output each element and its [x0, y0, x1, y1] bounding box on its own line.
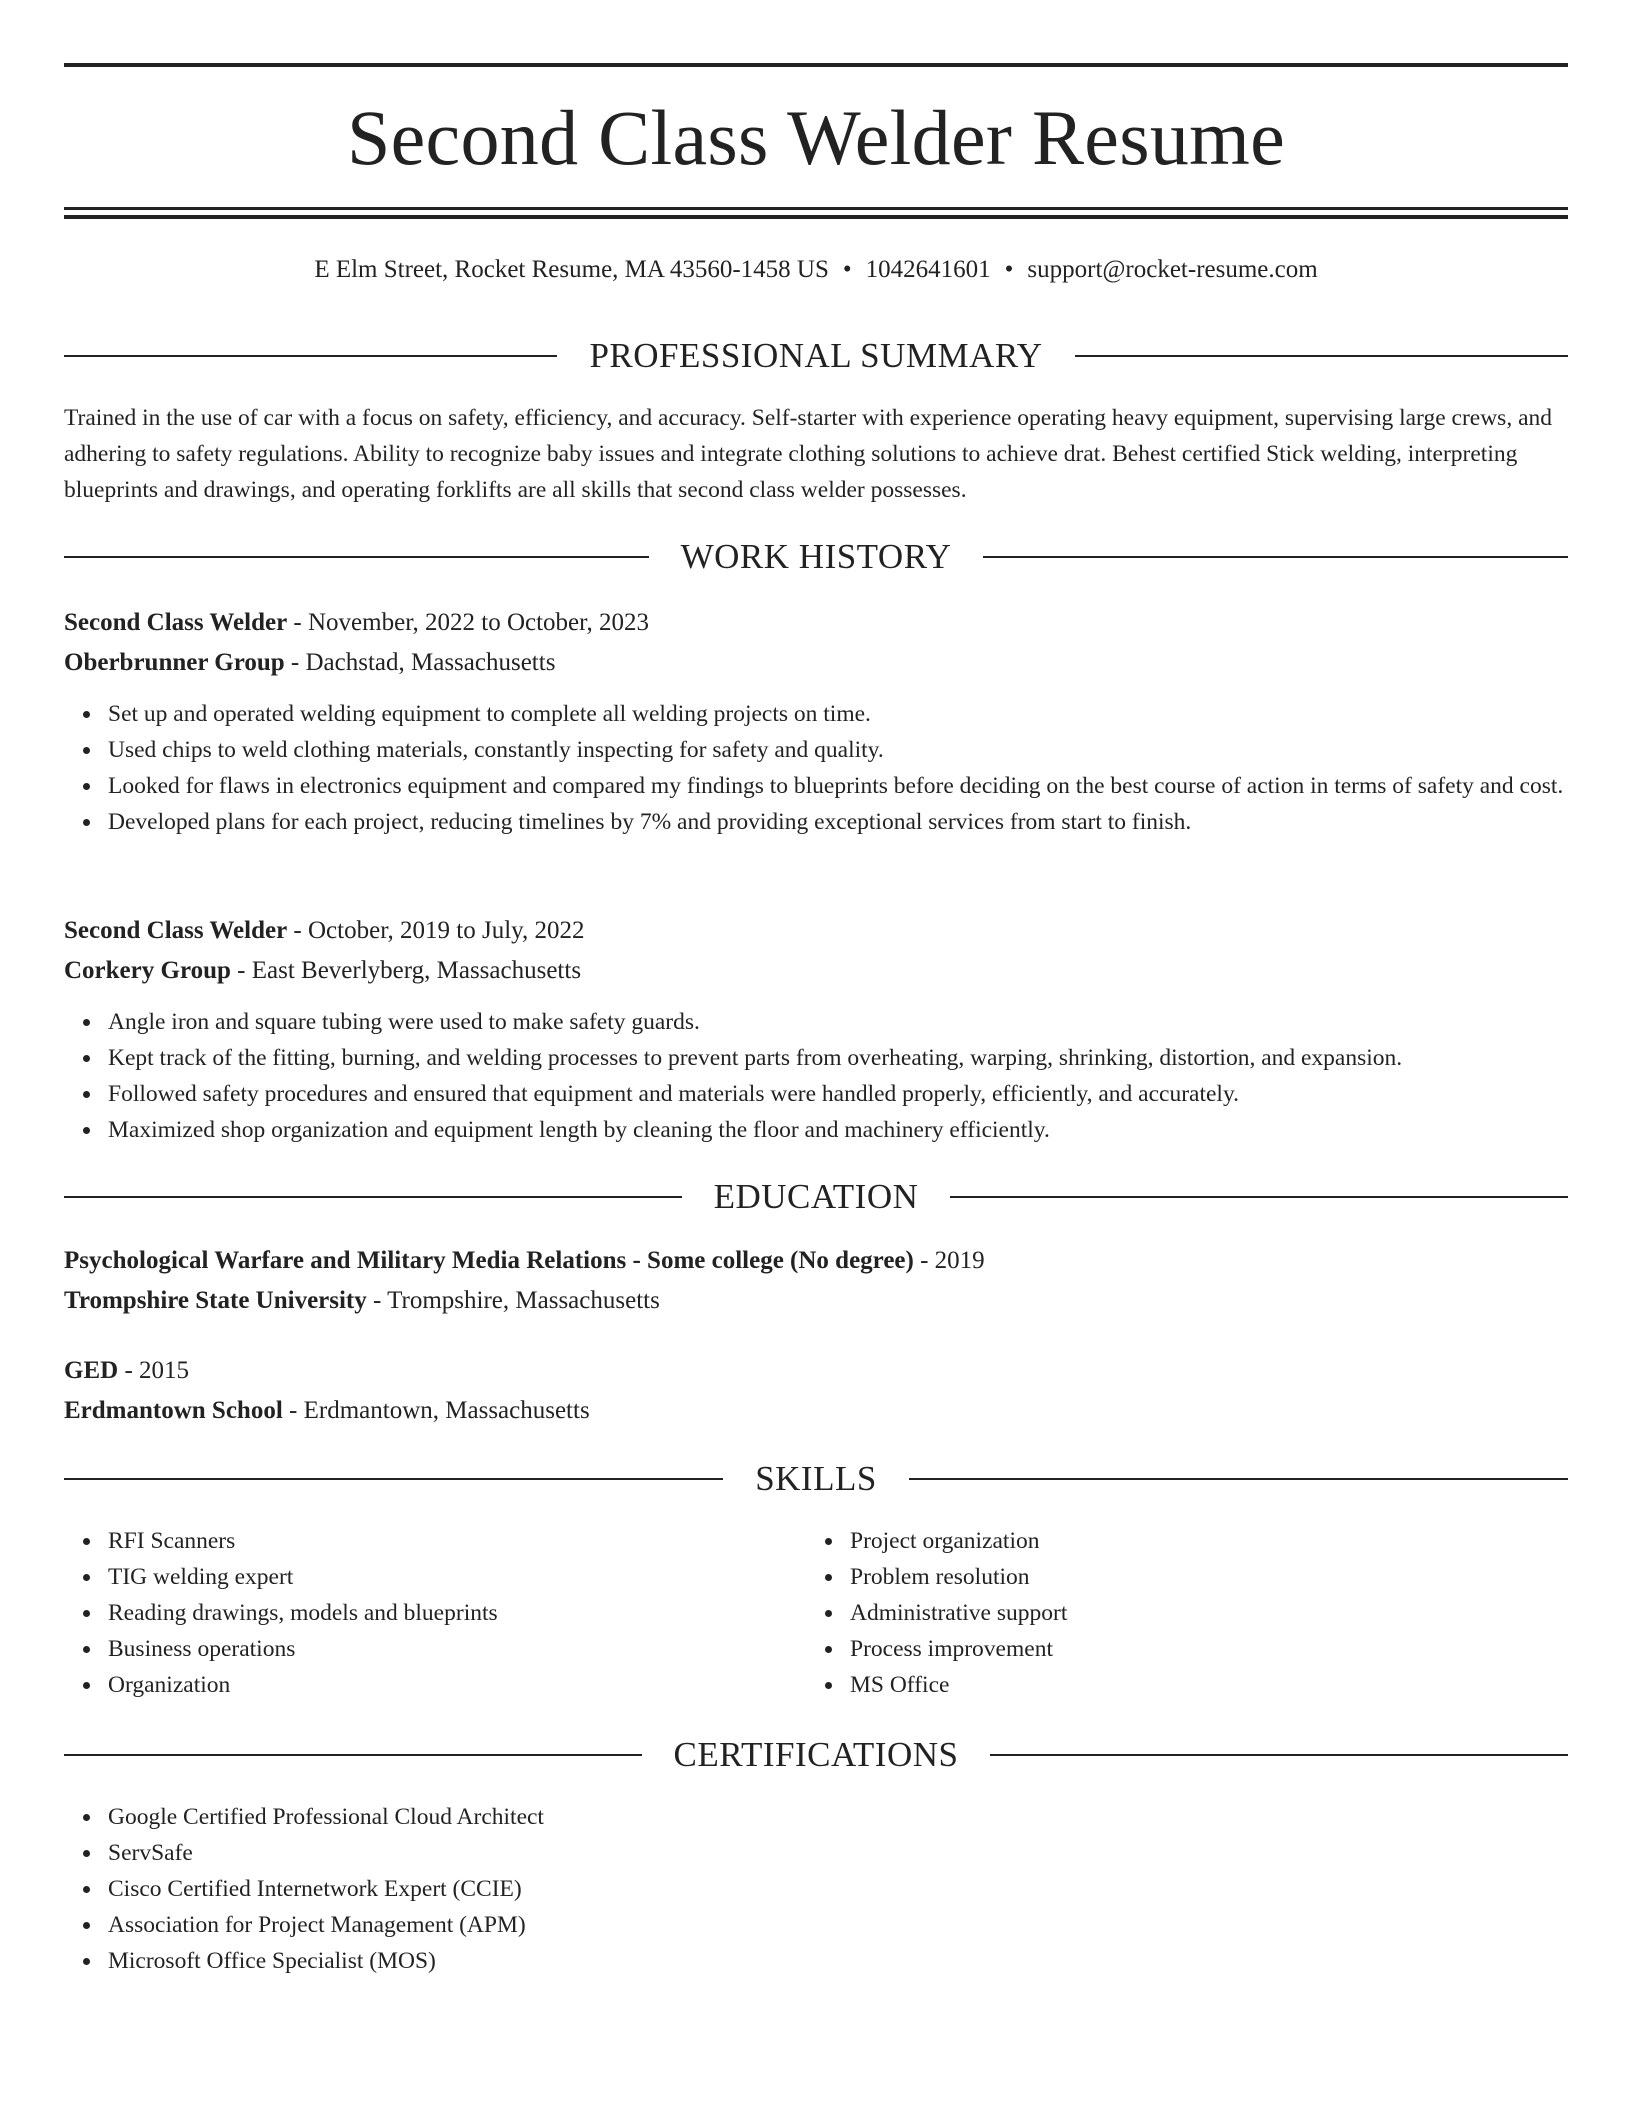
heading-rule-right [983, 556, 1568, 558]
list-item: Cisco Certified Internetwork Expert (CCIE) [108, 1871, 1612, 1907]
job-company: Oberbrunner Group [64, 649, 285, 676]
contact-line [64, 252, 1568, 288]
resume-title: Second Class Welder Resume [346, 94, 1286, 181]
list-item: Maximized shop organization and equipment length by cleaning the floor and machinery efficiently. [108, 1112, 1612, 1148]
section-heading-skills [64, 1457, 1568, 1501]
job-title: Second Class Welder [64, 609, 288, 636]
list-item: Project organization [850, 1523, 1550, 1559]
contact-address: E Elm Street, Rocket Resume, MA 43560-1458 US [314, 256, 829, 283]
section-heading-work [64, 535, 1568, 579]
skills-list-right [806, 1523, 1550, 1703]
section-heading-summary [64, 334, 1568, 378]
list-item: Association for Project Management (APM) [108, 1907, 1612, 1943]
contact-phone: 1042641601 [865, 256, 991, 283]
job-company: Corkery Group [64, 957, 231, 984]
list-item: Reading drawings, models and blueprints [108, 1595, 808, 1631]
heading-rule-right [1075, 355, 1568, 357]
education-degree: Psychological Warfare and Military Media Relations - Some college (No degree) [64, 1247, 914, 1274]
list-item: Business operations [108, 1631, 808, 1667]
section-heading-certifications [64, 1733, 1568, 1777]
heading-rule-right [990, 1754, 1568, 1756]
education-location: - Trompshire, Massachusetts [366, 1287, 660, 1314]
list-item: Problem resolution [850, 1559, 1550, 1595]
job-company-line [64, 951, 1568, 991]
contact-email: support@rocket-resume.com [1027, 256, 1318, 283]
job-title-line [64, 603, 1568, 643]
heading-rule-right [950, 1196, 1568, 1198]
top-rule [64, 63, 1568, 67]
list-item: TIG welding expert [108, 1559, 808, 1595]
list-item: Angle iron and square tubing were used to make safety guards. [108, 1004, 1612, 1040]
list-item: Microsoft Office Specialist (MOS) [108, 1943, 1612, 1979]
section-title: EDUCATION [713, 1177, 919, 1216]
education-location: - Erdmantown, Massachusetts [282, 1397, 590, 1424]
contact-separator: • [1004, 256, 1014, 283]
job-company-line [64, 643, 1568, 683]
job-dates: - October, 2019 to July, 2022 [287, 917, 585, 944]
skills-list-left [64, 1523, 808, 1703]
summary-text: Trained in the use of car with a focus on safety, efficiency, and accuracy. Self-starter with experience operating heavy equipment, supervising large crews, and adhering to safety regulations. Ability to recognize baby issues and integrate clothing solutions to achieve drat. Behest certified Stick welding, interpreting blueprints and drawings, and operating forklifts are all skills that second class welder possesses. [64, 405, 1552, 503]
education-school: Erdmantown School [64, 1397, 283, 1424]
section-heading-education [64, 1175, 1568, 1219]
education-school-line [64, 1281, 1568, 1321]
heading-rule-left [64, 556, 649, 558]
heading-rule-left [64, 1754, 642, 1756]
list-item: Organization [108, 1667, 808, 1703]
list-item: RFI Scanners [108, 1523, 808, 1559]
education-year: - 2015 [118, 1357, 190, 1384]
education-degree: GED [64, 1357, 119, 1384]
heading-rule-left [64, 355, 557, 357]
job-title-line [64, 911, 1568, 951]
section-title: CERTIFICATIONS [673, 1735, 959, 1774]
title-rule-thin [64, 207, 1568, 210]
education-degree-line [64, 1241, 1568, 1281]
list-item: Process improvement [850, 1631, 1550, 1667]
job-title: Second Class Welder [64, 917, 288, 944]
list-item: Used chips to weld clothing materials, constantly inspecting for safety and quality. [108, 732, 1612, 768]
list-item: Administrative support [850, 1595, 1550, 1631]
heading-rule-left [64, 1196, 682, 1198]
job-dates: - November, 2022 to October, 2023 [287, 609, 649, 636]
list-item: Followed safety procedures and ensured that equipment and materials were handled properly, efficiently, and accurately. [108, 1076, 1612, 1112]
job-bullets [64, 696, 1612, 840]
section-title: WORK HISTORY [680, 537, 952, 576]
list-item: Set up and operated welding equipment to complete all welding projects on time. [108, 696, 1612, 732]
title-rule-thick [64, 215, 1568, 219]
heading-rule-left [64, 1478, 723, 1480]
education-school-line [64, 1391, 1568, 1431]
section-title: PROFESSIONAL SUMMARY [589, 336, 1043, 375]
list-item: MS Office [850, 1667, 1550, 1703]
job-location: - East Beverlyberg, Massachusetts [230, 957, 582, 984]
certifications-list [64, 1799, 1612, 1979]
list-item: Kept track of the fitting, burning, and welding processes to prevent parts from overheating, warping, shrinking, distortion, and expansion. [108, 1040, 1612, 1076]
education-degree-line [64, 1351, 1568, 1391]
list-item: Google Certified Professional Cloud Architect [108, 1799, 1612, 1835]
heading-rule-right [909, 1478, 1568, 1480]
job-bullets [64, 1004, 1612, 1148]
list-item: Looked for flaws in electronics equipment and compared my findings to blueprints before deciding on the best course of action in terms of safety and cost. [108, 768, 1612, 804]
job-location: - Dachstad, Massachusetts [284, 649, 556, 676]
education-year: - 2019 [913, 1247, 985, 1274]
list-item: ServSafe [108, 1835, 1612, 1871]
section-title: SKILLS [755, 1459, 877, 1498]
contact-separator: • [842, 256, 852, 283]
list-item: Developed plans for each project, reducing timelines by 7% and providing exceptional services from start to finish. [108, 804, 1612, 840]
education-school: Trompshire State University [64, 1287, 367, 1314]
